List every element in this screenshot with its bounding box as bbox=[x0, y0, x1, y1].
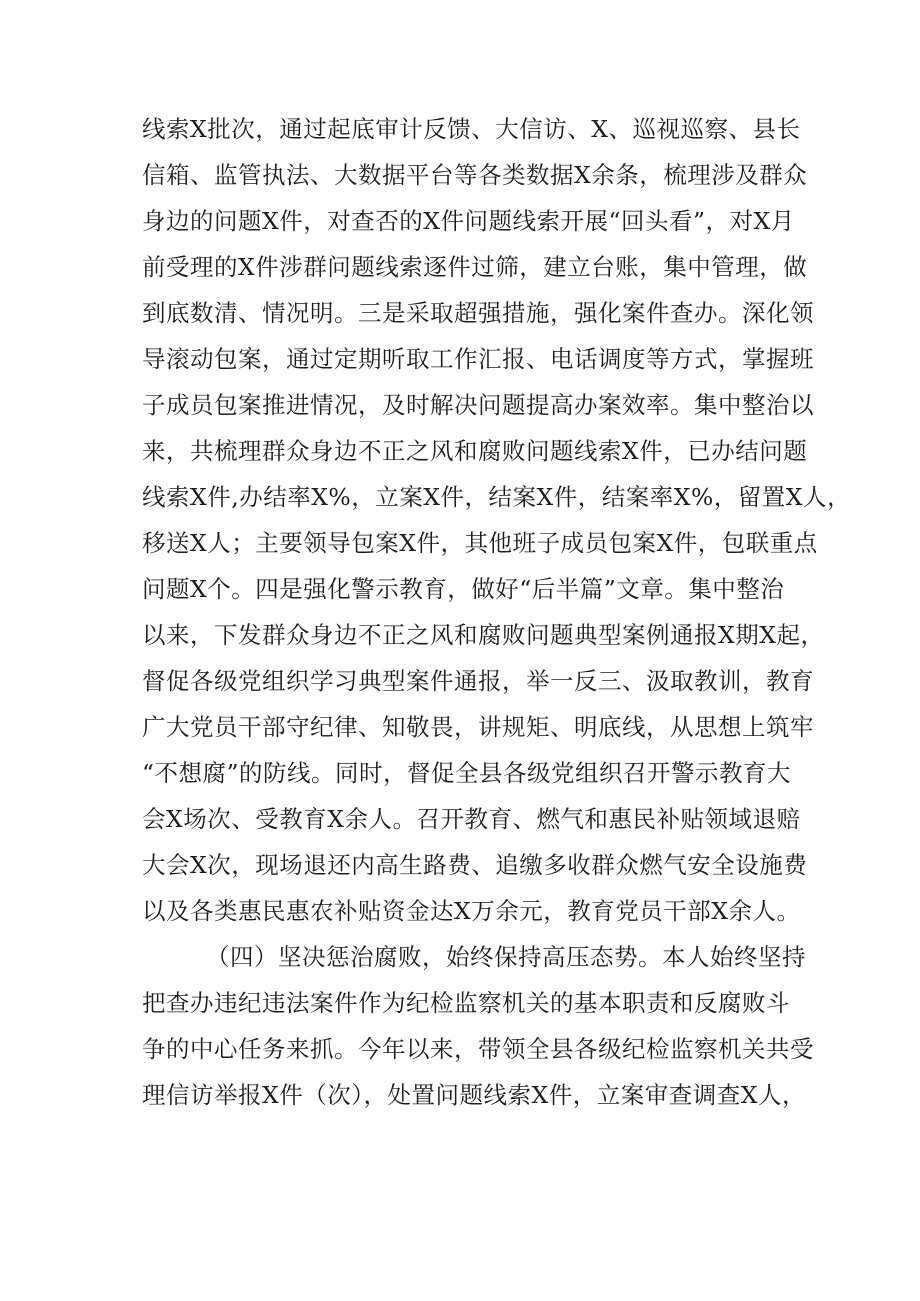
text-line: 争的中心任务来抓。今年以来，带领全县各级纪检监察机关共受 bbox=[142, 1035, 814, 1063]
text-line: 问题X个。四是强化警示教育，做好“后半篇”文章。集中整治 bbox=[142, 575, 785, 603]
text-line: 前受理的X件涉群问题线索逐件过筛，建立台账，集中管理，做 bbox=[142, 253, 808, 281]
text-line: 身边的问题X件，对查否的X件问题线索开展“回头看”，对X月 bbox=[142, 207, 795, 235]
text-line: 会X场次、受教育X余人。召开教育、燃气和惠民补贴领域退赔 bbox=[142, 805, 801, 833]
section-heading-line: （四）坚决惩治腐败，始终保持高压态势。本人始终坚持 bbox=[206, 943, 806, 971]
text-line: 把查办违纪违法案件作为纪检监察机关的基本职责和反腐败斗 bbox=[142, 989, 790, 1017]
text-line: 理信访举报X件（次），处置问题线索X件，立案审查调查X人， bbox=[142, 1081, 806, 1109]
text-line: 以来，下发群众身边不正之风和腐败问题典型案例通报X期X起， bbox=[142, 621, 825, 649]
text-line: 移送X人；主要领导包案X件，其他班子成员包案X件，包联重点 bbox=[142, 529, 818, 557]
text-line: 广大党员干部守纪律、知敬畏，讲规矩、明底线，从思想上筑牢 bbox=[142, 713, 814, 741]
text-line: “不想腐”的防线。同时，督促全县各级党组织召开警示教育大 bbox=[142, 759, 792, 787]
paragraph-end-line: 以及各类惠民惠农补贴资金达X万余元，教育党员干部X余人。 bbox=[142, 897, 801, 925]
text-line: 督促各级党组织学习典型案件通报，举一反三、汲取教训，教育 bbox=[142, 667, 814, 695]
document-body bbox=[142, 106, 852, 1118]
text-line: 线索X件,办结率X%，立案X件，结案X件，结案率X%，留置X人， bbox=[142, 483, 852, 511]
text-line: 到底数清、情况明。三是采取超强措施，强化案件查办。深化领 bbox=[142, 299, 814, 327]
text-line: 子成员包案推进情况，及时解决问题提高办案效率。集中整治以 bbox=[142, 391, 814, 419]
text-line: 信箱、监管执法、大数据平台等各类数据X余条，梳理涉及群众 bbox=[142, 161, 808, 189]
text-line: 线索X批次，通过起底审计反馈、大信访、X、巡视巡察、县长 bbox=[142, 115, 801, 143]
text-line: 大会X次，现场退还内高生路费、追缴多收群众燃气安全设施费 bbox=[142, 851, 808, 879]
text-line: 导滚动包案，通过定期听取工作汇报、电话调度等方式，掌握班 bbox=[142, 345, 814, 373]
text-line: 来，共梳理群众身边不正之风和腐败问题线索X件，已办结问题 bbox=[142, 437, 808, 465]
